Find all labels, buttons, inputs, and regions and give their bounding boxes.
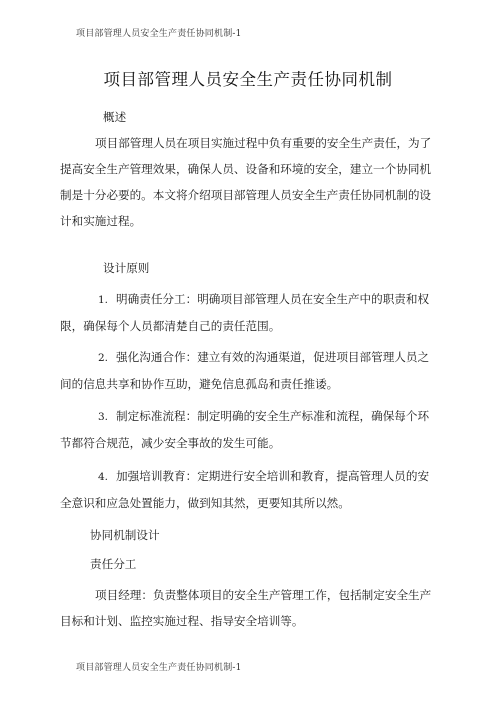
section-heading-division: 责任分工 — [90, 557, 137, 571]
principle-item-2 — [60, 344, 436, 397]
principle-text: 明确责任分工：明确项目部管理人员在安全生产中的职责和权限，确保每个人员都清楚自己的责任范围。 — [60, 292, 430, 333]
page-footer: 项目部管理人员安全生产责任协同机制-1 — [76, 663, 242, 673]
section-heading-design: 协同机制设计 — [90, 528, 160, 542]
principle-number: 1. — [98, 294, 109, 306]
section-heading-principles: 设计原则 — [103, 261, 150, 275]
principle-text: 强化沟通合作：建立有效的沟通渠道，促进项目部管理人员之间的信息共享和协作互助，避免信息孤岛和责任推诿。 — [60, 350, 430, 391]
principle-number: 4. — [98, 471, 109, 483]
principle-item-3 — [60, 403, 436, 456]
principle-item-1 — [60, 286, 436, 339]
page-header: 项目部管理人员安全生产责任协同机制-1 — [76, 29, 242, 39]
section-heading-overview: 概述 — [103, 110, 127, 124]
principle-number: 2. — [98, 352, 109, 364]
overview-paragraph: 项目部管理人员在项目实施过程中负有重要的安全生产责任，为了提高安全生产管理效果，确保人员、设备和环境的安全，建立一个协同机制是十分必要的。本文将介绍项目部管理人员安全生产责任协同机制的设计和实施过程。 — [60, 136, 432, 228]
principle-text: 加强培训教育：定期进行安全培训和教育，提高管理人员的安全意识和应急处置能力，做到知其然，更要知其所以然。 — [60, 469, 430, 510]
division-paragraph: 项目经理：负责整体项目的安全生产管理工作，包括制定安全生产目标和计划、监控实施过程、指导安全培训等。 — [60, 588, 432, 628]
principle-text: 制定标准流程：制定明确的安全生产标准和流程，确保每个环节都符合规范，减少安全事故的发生可能。 — [60, 409, 430, 450]
principle-number: 3. — [98, 411, 109, 423]
document-title: 项目部管理人员安全生产责任协同机制 — [103, 70, 393, 89]
principle-item-4 — [60, 463, 436, 516]
